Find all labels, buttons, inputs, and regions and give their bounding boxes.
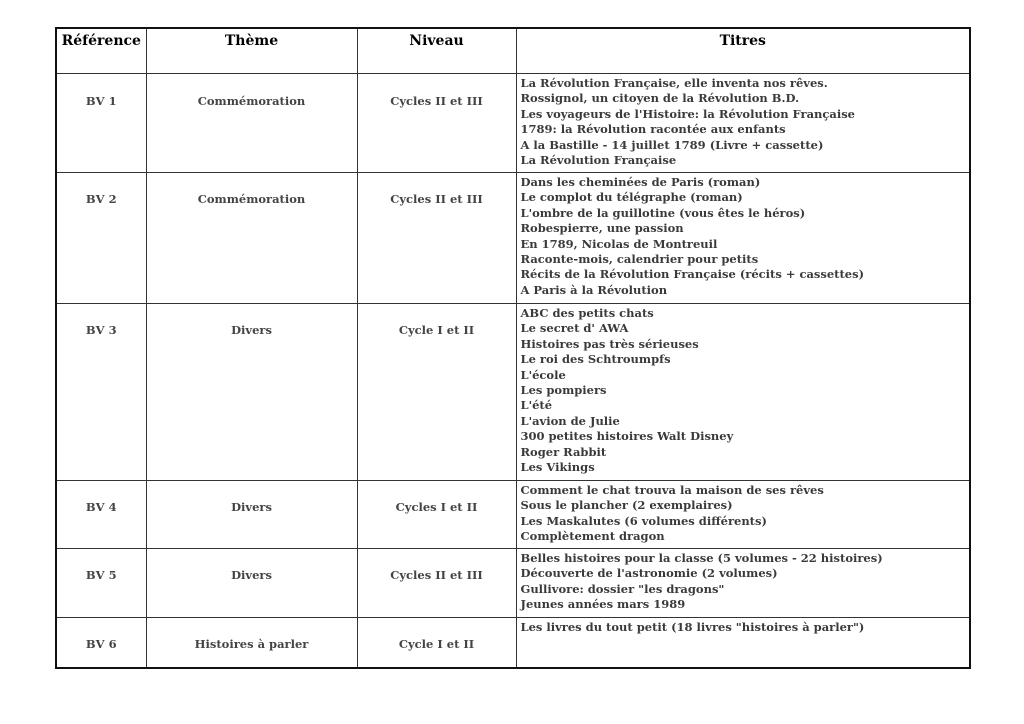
title-line: Raconte-mois, calendrier pour petits (520, 252, 759, 267)
niveau-text: Cycle I et II (398, 637, 475, 651)
table-row (56, 481, 970, 549)
niveau-text: Cycles I et II (395, 500, 478, 514)
cell-reference (56, 304, 146, 481)
table-row (56, 618, 970, 668)
title-line: 300 petites histoires Walt Disney (520, 429, 734, 444)
cell-niveau (357, 481, 516, 549)
title-line: 1789: la Révolution racontée aux enfants (520, 122, 786, 137)
title-line: Roger Rabbit (520, 444, 607, 459)
title-line: Le complot du télégraphe (roman) (520, 190, 743, 205)
table-row (56, 304, 970, 481)
title-line: Jeunes années mars 1989 (520, 597, 686, 612)
cell-reference (56, 618, 146, 668)
theme-text: Commémoration (197, 94, 306, 108)
title-line: Gullivore: dossier "les dragons" (520, 581, 725, 596)
niveau-text: Cycles II et III (390, 94, 483, 108)
title-line: Sous le plancher (2 exemplaires) (520, 498, 733, 513)
cell-titres (516, 549, 970, 618)
title-line: En 1789, Nicolas de Montreuil (520, 236, 718, 251)
header-niveau: Niveau (357, 28, 516, 74)
niveau-text: Cycle I et II (398, 323, 475, 337)
table-row (56, 173, 970, 304)
cell-titres (516, 304, 970, 481)
cell-niveau (357, 549, 516, 618)
cell-reference (56, 173, 146, 304)
cell-theme (146, 618, 357, 668)
title-line: Le secret d' AWA (520, 321, 629, 336)
reference-text: BV 2 (85, 192, 117, 206)
cell-niveau (357, 304, 516, 481)
catalog-table (55, 27, 971, 669)
cell-titres (516, 173, 970, 304)
header-theme: Thème (146, 28, 357, 74)
reference-text: BV 4 (85, 500, 117, 514)
cell-theme (146, 481, 357, 549)
cell-reference (56, 74, 146, 173)
table-row (56, 74, 970, 173)
title-line: Robespierre, une passion (520, 221, 684, 236)
cell-niveau (357, 74, 516, 173)
theme-text: Divers (231, 323, 272, 337)
cell-titres (516, 618, 970, 668)
table-row (56, 549, 970, 618)
title-line: L'école (520, 367, 566, 382)
header-titres: Titres (516, 28, 970, 74)
cell-theme (146, 74, 357, 173)
reference-text: BV 3 (85, 323, 117, 337)
title-line: A la Bastille - 14 juillet 1789 (Livre + cassette) (520, 137, 824, 152)
reference-text: BV 5 (85, 568, 117, 582)
cell-titres (516, 481, 970, 549)
theme-text: Histoires à parler (194, 637, 309, 651)
cell-theme (146, 304, 357, 481)
header-row (56, 28, 970, 74)
title-line: ABC des petits chats (520, 306, 654, 320)
reference-text: BV 6 (85, 637, 117, 651)
title-line: Le roi des Schtroumpfs (520, 352, 671, 367)
title-line: Belles histoires pour la classe (5 volumes - 22 histoires) (520, 551, 883, 565)
title-line: Complètement dragon (520, 529, 665, 544)
title-line: Les Vikings (520, 460, 595, 475)
theme-text: Divers (231, 500, 272, 514)
cell-reference (56, 481, 146, 549)
theme-text: Commémoration (197, 192, 306, 206)
reference-text: BV 1 (85, 94, 117, 108)
title-line: Rossignol, un citoyen de la Révolution B.D. (520, 91, 800, 106)
cell-theme (146, 549, 357, 618)
title-line: Les voyageurs de l'Histoire: la Révolution Française (520, 106, 855, 121)
cell-theme (146, 173, 357, 304)
title-line: La Révolution Française (520, 153, 677, 168)
title-line: L'ombre de la guillotine (vous êtes le héros) (520, 205, 806, 220)
title-line: Dans les cheminées de Paris (roman) (520, 175, 761, 189)
title-line: A Paris à la Révolution (520, 282, 668, 297)
cell-reference (56, 549, 146, 618)
title-line: L'avion de Julie (520, 413, 620, 428)
title-line: Les livres du tout petit (18 livres "histoires à parler") (520, 620, 865, 634)
title-line: La Révolution Française, elle inventa nos rêves. (520, 76, 828, 90)
title-line: Découverte de l'astronomie (2 volumes) (520, 566, 778, 581)
niveau-text: Cycles II et III (390, 568, 483, 582)
theme-text: Divers (231, 568, 272, 582)
title-line: Histoires pas très sérieuses (520, 336, 699, 351)
cell-niveau (357, 173, 516, 304)
niveau-text: Cycles II et III (390, 192, 483, 206)
title-line: Les pompiers (520, 383, 607, 398)
cell-titres (516, 74, 970, 173)
title-line: L'été (520, 398, 553, 413)
title-line: Comment le chat trouva la maison de ses rêves (520, 483, 824, 497)
header-reference: Référence (56, 28, 146, 74)
cell-niveau (357, 618, 516, 668)
title-line: Les Maskalutes (6 volumes différents) (520, 513, 767, 528)
title-line: Récits de la Révolution Française (récits + cassettes) (520, 267, 865, 282)
